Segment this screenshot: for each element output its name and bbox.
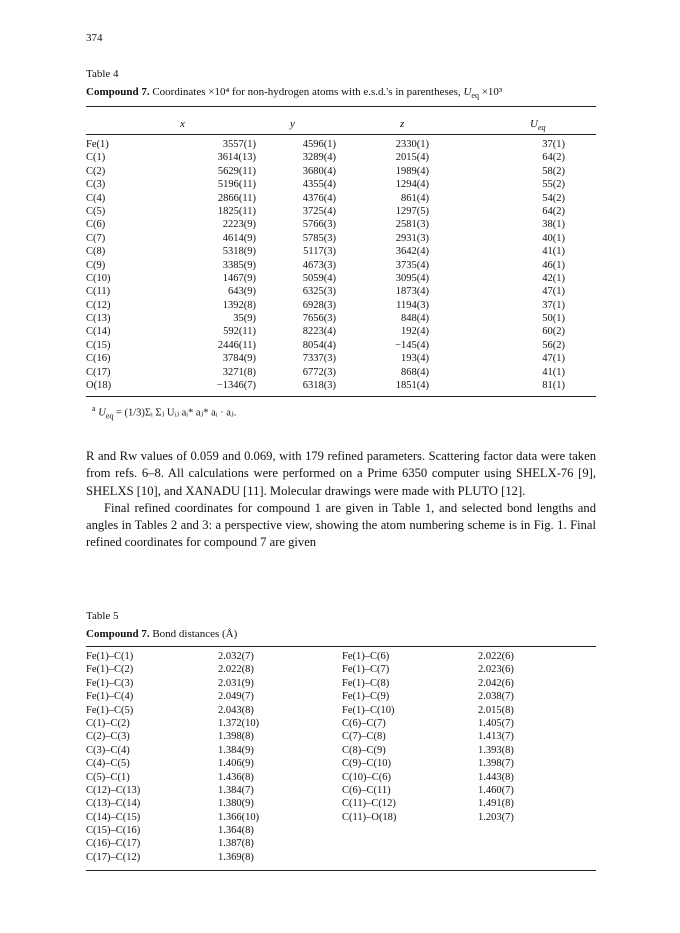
table-4-header-rule xyxy=(86,134,596,135)
table-row xyxy=(86,339,596,352)
bond-cell: C(12)–C(13) xyxy=(86,784,141,796)
bond-cell: C(7)–C(8) xyxy=(342,731,386,743)
table-row xyxy=(86,784,596,797)
z-cell: −145(4) xyxy=(395,339,429,351)
table-row xyxy=(86,299,596,312)
z-cell: 868(4) xyxy=(401,366,429,378)
table-row xyxy=(86,178,596,191)
z-cell: 1294(4) xyxy=(395,179,429,191)
bond-cell: C(3)–C(4) xyxy=(86,744,130,756)
atom-cell: C(7) xyxy=(86,232,106,244)
distance-cell: 2.015(8) xyxy=(478,704,514,716)
table-4-caption xyxy=(86,86,606,100)
bond-cell: C(17)–C(12) xyxy=(86,851,141,863)
atom-cell: O(18) xyxy=(86,380,112,392)
table-row xyxy=(86,165,596,178)
table-row xyxy=(86,325,596,338)
bond-cell: Fe(1)–C(1) xyxy=(86,651,134,662)
table-row xyxy=(86,366,596,379)
atom-cell: C(13) xyxy=(86,313,111,325)
table-row xyxy=(86,218,596,231)
table-4-top-rule xyxy=(86,106,596,107)
y-cell: 3725(4) xyxy=(302,205,336,217)
bond-cell: Fe(1)–C(10) xyxy=(342,704,395,716)
y-cell: 6928(3) xyxy=(302,299,336,311)
table-row xyxy=(86,138,596,151)
bond-cell: C(9)–C(10) xyxy=(342,758,391,770)
atom-cell: C(2) xyxy=(86,165,106,177)
table-4-header-y: y xyxy=(290,118,295,130)
x-cell: 592(11) xyxy=(223,326,256,338)
atom-cell: Fe(1) xyxy=(86,139,109,150)
bond-cell: Fe(1)–C(6) xyxy=(342,651,390,662)
bond-cell: Fe(1)–C(2) xyxy=(86,664,134,676)
x-cell: 35(9) xyxy=(233,313,256,325)
x-cell: 2446(11) xyxy=(217,339,256,351)
distance-cell: 1.384(9) xyxy=(218,744,254,756)
paragraph-2: Final refined coordinates for compound 1 are given in Table 1, and selected bond lengths and angles in Tables 2 and 3: a perspective view, showing the atom numbering scheme is in Fig. 1. Final refined coordinates for compound 7 are given xyxy=(86,500,596,550)
paragraph-1: R and Rw values of 0.059 and 0.069, with 179 refined parameters. Scattering factor data were taken from refs. 6–8. All calculations were performed on a Prime 6350 computer using SHELX-76 [9], SHELXS [10], and XANADU [11]. Molecular drawings were made with PLUTO [12]. xyxy=(86,449,596,498)
bond-cell: C(6)–C(7) xyxy=(342,717,386,729)
distance-cell: 1.413(7) xyxy=(478,731,514,743)
z-cell: 3642(4) xyxy=(395,246,429,258)
table-4-caption-u: U xyxy=(463,86,472,98)
z-cell: 2015(4) xyxy=(395,152,429,164)
bond-cell: Fe(1)–C(3) xyxy=(86,677,134,689)
table-row xyxy=(86,192,596,205)
table-4-footnote xyxy=(92,404,236,421)
y-cell: 4355(4) xyxy=(302,179,336,191)
distance-cell: 2.038(7) xyxy=(478,691,514,703)
z-cell: 848(4) xyxy=(401,313,429,325)
z-cell: 2931(3) xyxy=(395,232,429,244)
bond-cell: Fe(1)–C(9) xyxy=(342,691,390,703)
u-cell: 38(1) xyxy=(542,219,565,231)
distance-cell: 1.405(7) xyxy=(478,717,514,729)
bond-cell: C(14)–C(15) xyxy=(86,811,141,823)
x-cell: 1392(8) xyxy=(222,299,256,311)
table-row xyxy=(86,757,596,770)
u-cell: 37(1) xyxy=(542,139,565,150)
z-cell: 192(4) xyxy=(401,326,429,338)
u-cell: 47(1) xyxy=(542,286,565,298)
table-row xyxy=(86,690,596,703)
x-cell: 5196(11) xyxy=(217,179,256,191)
atom-cell: C(12) xyxy=(86,299,111,311)
x-cell: 1825(11) xyxy=(217,205,256,217)
bond-cell: Fe(1)–C(5) xyxy=(86,704,134,716)
table-4-label: Table 4 xyxy=(86,68,119,80)
table-4-header-u: $U_{eq}$ xyxy=(530,118,546,133)
distance-cell: 2.043(8) xyxy=(218,704,254,716)
x-cell: 3557(1) xyxy=(222,139,256,150)
table-row xyxy=(86,717,596,730)
u-cell: 47(1) xyxy=(542,353,565,365)
z-cell: 3095(4) xyxy=(395,272,429,284)
distance-cell: 2.022(6) xyxy=(478,651,514,662)
distance-cell: 1.364(8) xyxy=(218,825,254,837)
table-row xyxy=(86,663,596,676)
u-cell: 40(1) xyxy=(542,232,565,244)
atom-cell: C(4) xyxy=(86,192,106,204)
x-cell: 3614(13) xyxy=(217,152,256,164)
distance-cell: 2.022(8) xyxy=(218,664,254,676)
distance-cell: 1.366(10) xyxy=(218,811,260,823)
bond-cell: C(10)–C(6) xyxy=(342,771,391,783)
distance-cell: 1.387(8) xyxy=(218,838,254,850)
distance-cell: 1.372(10) xyxy=(218,717,260,729)
u-cell: 41(1) xyxy=(542,366,565,378)
table-4-header-x: x xyxy=(180,118,185,130)
x-cell: 2866(11) xyxy=(217,192,256,204)
u-cell: 41(1) xyxy=(542,246,565,258)
distance-cell: 1.380(9) xyxy=(218,798,254,810)
atom-cell: C(9) xyxy=(86,259,106,271)
x-cell: 5629(11) xyxy=(217,165,256,177)
u-cell: 56(2) xyxy=(542,339,565,351)
body-text xyxy=(86,448,596,552)
distance-cell: 1.436(8) xyxy=(218,771,254,783)
table-row xyxy=(86,379,596,392)
x-cell: 643(9) xyxy=(228,286,256,298)
x-cell: 5318(9) xyxy=(222,246,256,258)
table-row xyxy=(86,837,596,850)
table-row xyxy=(86,272,596,285)
y-cell: 5059(4) xyxy=(302,272,336,284)
u-cell: 54(2) xyxy=(542,192,565,204)
z-cell: 3735(4) xyxy=(395,259,429,271)
table-5-caption xyxy=(86,628,606,640)
table-row xyxy=(86,811,596,824)
u-cell: 50(1) xyxy=(542,313,565,325)
x-cell: 2223(9) xyxy=(222,219,256,231)
bond-cell: C(16)–C(17) xyxy=(86,838,141,850)
table-4-caption-tail: ×10³ xyxy=(478,86,503,98)
distance-cell: 1.443(8) xyxy=(478,771,514,783)
table-row xyxy=(86,851,596,864)
y-cell: 3680(4) xyxy=(302,165,336,177)
table-row xyxy=(86,259,596,272)
distance-cell: 1.406(9) xyxy=(218,758,254,770)
y-cell: 3289(4) xyxy=(302,152,336,164)
table-row xyxy=(86,352,596,365)
table-row xyxy=(86,824,596,837)
bond-cell: Fe(1)–C(8) xyxy=(342,677,390,689)
atom-cell: C(15) xyxy=(86,339,111,351)
y-cell: 5785(3) xyxy=(302,232,336,244)
atom-cell: C(16) xyxy=(86,353,111,365)
z-cell: 861(4) xyxy=(401,192,429,204)
u-cell: 81(1) xyxy=(542,380,565,392)
bond-cell: C(13)–C(14) xyxy=(86,798,141,810)
y-cell: 6325(3) xyxy=(302,286,336,298)
atom-cell: C(1) xyxy=(86,152,106,164)
distance-cell: 2.049(7) xyxy=(218,691,254,703)
bond-cell: C(11)–O(18) xyxy=(342,811,397,823)
atom-cell: C(8) xyxy=(86,246,106,258)
table-row xyxy=(86,771,596,784)
bond-cell: C(4)–C(5) xyxy=(86,758,130,770)
footnote-mark: a xyxy=(92,404,96,413)
x-cell: 3385(9) xyxy=(222,259,256,271)
u-cell: 64(2) xyxy=(542,152,565,164)
bond-cell: C(15)–C(16) xyxy=(86,825,141,837)
bond-cell: Fe(1)–C(4) xyxy=(86,691,134,703)
y-cell: 5117(3) xyxy=(303,246,336,258)
atom-cell: C(10) xyxy=(86,272,111,284)
table-row xyxy=(86,312,596,325)
x-cell: −1346(7) xyxy=(216,380,256,392)
y-cell: 8223(4) xyxy=(302,326,336,338)
y-cell: 6772(3) xyxy=(302,366,336,378)
x-cell: 3271(8) xyxy=(222,366,256,378)
x-cell: 1467(9) xyxy=(222,272,256,284)
z-cell: 1989(4) xyxy=(395,165,429,177)
table-row xyxy=(86,285,596,298)
table-4-header-z: z xyxy=(400,118,405,130)
bond-cell: C(8)–C(9) xyxy=(342,744,386,756)
table-row xyxy=(86,232,596,245)
footnote-text: = (1/3)Σᵢ Σⱼ Uᵢⱼ aᵢ* aⱼ* aᵢ · aⱼ. xyxy=(113,407,237,419)
u-cell: 60(2) xyxy=(542,326,565,338)
bond-cell: C(1)–C(2) xyxy=(86,717,130,729)
footnote-u-sub: eq xyxy=(105,411,114,421)
table-4-caption-lead: Compound 7. xyxy=(86,86,150,98)
table-4-caption-u-sub: eq xyxy=(471,91,479,101)
table-5-label: Table 5 xyxy=(86,610,119,622)
y-cell: 7337(3) xyxy=(302,353,336,365)
distance-cell: 2.042(6) xyxy=(478,677,514,689)
x-cell: 3784(9) xyxy=(222,353,256,365)
atom-cell: C(3) xyxy=(86,179,106,191)
table-row xyxy=(86,704,596,717)
bond-cell: C(2)–C(3) xyxy=(86,731,130,743)
atom-cell: C(6) xyxy=(86,219,106,231)
distance-cell: 1.460(7) xyxy=(478,784,514,796)
table-4-body xyxy=(86,138,596,392)
table-4-caption-text: Coordinates ×10⁴ for non-hydrogen atoms with e.s.d.'s in parentheses, xyxy=(149,86,464,98)
table-row xyxy=(86,245,596,258)
distance-cell: 1.398(7) xyxy=(478,758,514,770)
distance-cell: 1.203(7) xyxy=(478,811,514,823)
y-cell: 4376(4) xyxy=(302,192,336,204)
table-4-bottom-rule xyxy=(86,396,596,397)
distance-cell: 2.032(7) xyxy=(218,651,254,662)
y-cell: 6318(3) xyxy=(302,380,336,392)
table-5-caption-lead: Compound 7. xyxy=(86,628,150,640)
table-row xyxy=(86,650,596,663)
y-cell: 4673(3) xyxy=(302,259,336,271)
z-cell: 1194(3) xyxy=(396,299,429,311)
table-row xyxy=(86,744,596,757)
z-cell: 1297(5) xyxy=(395,205,429,217)
footnote-u: U xyxy=(98,407,106,419)
u-cell: 55(2) xyxy=(542,179,565,191)
table-row xyxy=(86,151,596,164)
table-row xyxy=(86,797,596,810)
table-5-top-rule xyxy=(86,646,596,647)
table-row xyxy=(86,730,596,743)
distance-cell: 2.031(9) xyxy=(218,677,254,689)
y-cell: 8054(4) xyxy=(302,339,336,351)
y-cell: 4596(1) xyxy=(302,139,336,150)
z-cell: 193(4) xyxy=(401,353,429,365)
table-5-caption-text: Bond distances (Å) xyxy=(149,628,238,640)
y-cell: 5766(3) xyxy=(302,219,336,231)
bond-cell: Fe(1)–C(7) xyxy=(342,664,390,676)
x-cell: 4614(9) xyxy=(222,232,256,244)
z-cell: 1851(4) xyxy=(395,380,429,392)
atom-cell: C(11) xyxy=(86,286,111,298)
bond-cell: C(11)–C(12) xyxy=(342,798,396,810)
page-number: 374 xyxy=(86,32,103,44)
distance-cell: 1.384(7) xyxy=(218,784,254,796)
z-cell: 1873(4) xyxy=(395,286,429,298)
y-cell: 7656(3) xyxy=(302,313,336,325)
z-cell: 2581(3) xyxy=(395,219,429,231)
atom-cell: C(5) xyxy=(86,205,106,217)
atom-cell: C(14) xyxy=(86,326,111,338)
u-cell: 46(1) xyxy=(542,259,565,271)
distance-cell: 1.491(8) xyxy=(478,798,514,810)
distance-cell: 1.369(8) xyxy=(218,851,254,863)
u-cell: 64(2) xyxy=(542,205,565,217)
distance-cell: 1.393(8) xyxy=(478,744,514,756)
table-5-bottom-rule xyxy=(86,870,596,871)
u-cell: 42(1) xyxy=(542,272,565,284)
bond-cell: C(5)–C(1) xyxy=(86,771,130,783)
table-5-body xyxy=(86,650,596,864)
table-row xyxy=(86,205,596,218)
bond-cell: C(6)–C(11) xyxy=(342,784,391,796)
distance-cell: 2.023(6) xyxy=(478,664,514,676)
atom-cell: C(17) xyxy=(86,366,111,378)
distance-cell: 1.398(8) xyxy=(218,731,254,743)
u-cell: 58(2) xyxy=(542,165,565,177)
u-cell: 37(1) xyxy=(542,299,565,311)
z-cell: 2330(1) xyxy=(395,139,429,150)
table-row xyxy=(86,677,596,690)
